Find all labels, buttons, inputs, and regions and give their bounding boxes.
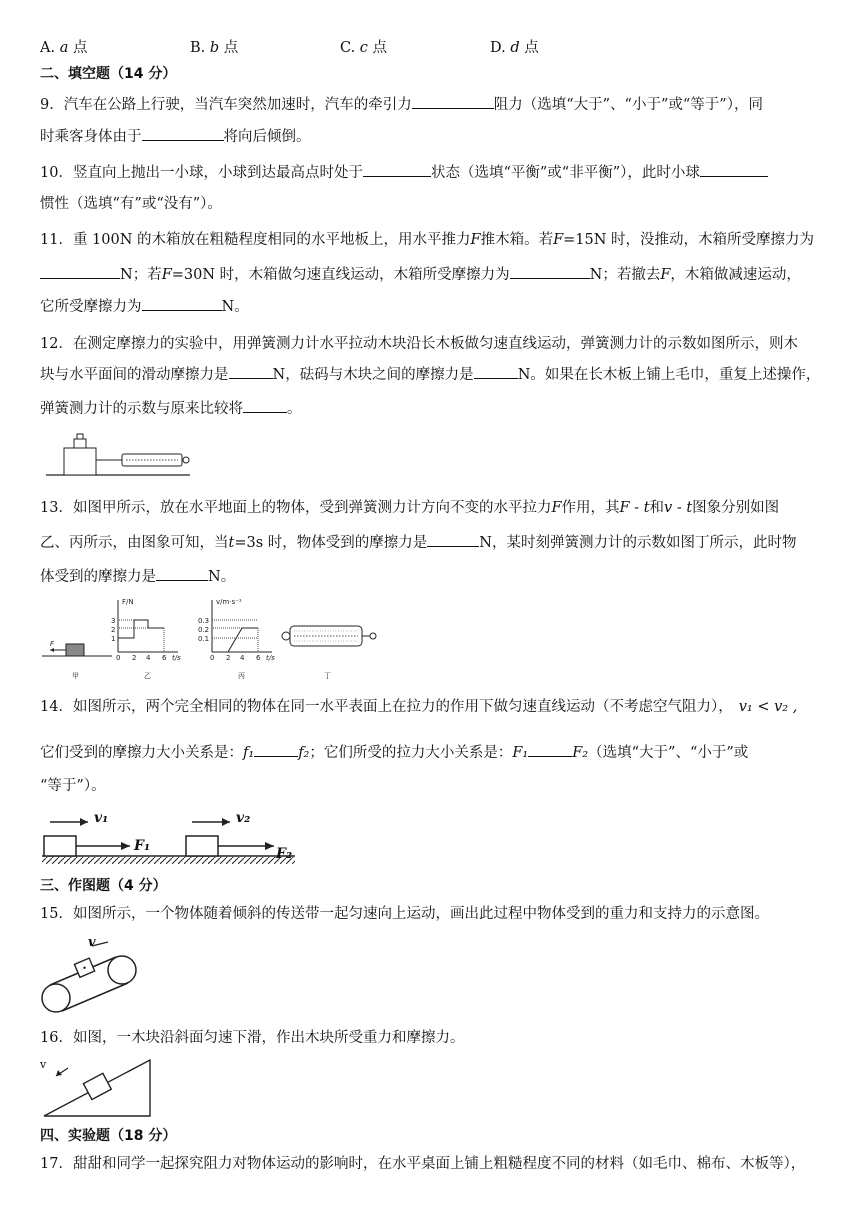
svg-text:2: 2: [111, 626, 116, 634]
block-1: [44, 836, 76, 856]
q12-line3: 弹簧测力计的示数与原来比较将 。: [40, 398, 302, 419]
q11-line3: 它所受摩擦力为 N。: [40, 296, 249, 317]
svg-text:6: 6: [256, 654, 261, 662]
force-label-f2: F₂: [276, 846, 293, 862]
velocity-label-v2: v₂: [236, 810, 251, 826]
svg-text:0.2: 0.2: [198, 626, 210, 634]
wooden-block: [64, 448, 96, 475]
svg-text:t/s: t/s: [266, 654, 275, 662]
option-c: C. c 点: [340, 40, 388, 56]
q13-figures: [38, 594, 378, 684]
axis-label-fn: F/N: [122, 598, 134, 606]
q14-line1: 14．如图所示，两个完全相同的物体在同一水平表面上在拉力的作用下做匀速直线运动（不考虑空气阻力）， v₁ < v₂ ,: [40, 699, 798, 715]
q16-text: 16．如图，一木块沿斜面匀速下滑，作出木块所受重力和摩擦力。: [40, 1030, 465, 1046]
answer-blank[interactable]: [510, 264, 590, 279]
section-heading-fill: 二、填空题（14 分）: [40, 66, 177, 82]
q11-line2: N；若F=30N 时，木箱做匀速直线运动，木箱所受摩擦力为 N；若撤去F，木箱做减速运动，: [40, 264, 801, 285]
q12-line2: 块与水平面间的滑动摩擦力是 N，砝码与木块之间的摩擦力是 N。如果在长木板上铺上毛巾，重复上述操作，: [40, 364, 820, 385]
velocity-condition: v₁ < v₂ ,: [738, 699, 798, 715]
q13-line3: 体受到的摩擦力是 N。: [40, 566, 235, 587]
answer-blank[interactable]: [474, 364, 518, 379]
answer-blank[interactable]: [254, 742, 298, 757]
q14-figure: [40, 804, 302, 866]
q9-line2: 时乘客身体由于 将向后倾倒。: [40, 126, 311, 147]
figure-bing: [198, 598, 275, 680]
answer-blank[interactable]: [40, 264, 120, 279]
spring-scale: [122, 454, 182, 466]
svg-text:2: 2: [226, 654, 231, 662]
svg-text:0.3: 0.3: [198, 617, 210, 625]
option-b: B. b 点: [190, 40, 239, 56]
q14-line3: “等于”）。: [40, 778, 106, 794]
fig-label-bing: 丙: [238, 672, 245, 680]
velocity-label: v: [88, 935, 96, 950]
q12-figure: [40, 428, 200, 480]
force-label: F: [50, 640, 55, 648]
svg-text:1: 1: [111, 635, 116, 643]
section-heading-experiment: 四、实验题（18 分）: [40, 1128, 177, 1144]
fig-label-ding: 丁: [324, 672, 331, 680]
answer-blank[interactable]: [528, 742, 572, 757]
answer-blank[interactable]: [156, 566, 208, 581]
answer-blank[interactable]: [229, 364, 273, 379]
svg-text:3: 3: [111, 617, 116, 625]
q10-line2: 惯性（选填“有”或“没有”）。: [40, 196, 222, 212]
weight: [74, 439, 86, 448]
q17-text: 17．甜甜和同学一起探究阻力对物体运动的影响时，在水平桌面上铺上粗糙程度不同的材料（如毛巾、棉布、木板等），: [40, 1156, 806, 1172]
answer-blank[interactable]: [700, 162, 768, 177]
svg-text:0.1: 0.1: [198, 635, 210, 643]
figure-yi: [111, 598, 181, 680]
svg-text:4: 4: [146, 654, 151, 662]
block-2: [186, 836, 218, 856]
svg-text:4: 4: [240, 654, 245, 662]
svg-text:t/s: t/s: [172, 654, 181, 662]
axis-label-v: v/m·s⁻¹: [216, 598, 242, 606]
answer-blank[interactable]: [243, 398, 287, 413]
force-label-f1: F₁: [134, 838, 151, 854]
q9-line1: 9．汽车在公路上行驶，当汽车突然加速时，汽车的牵引力 阻力（选填“大于”、“小于”或“等于”），同: [40, 94, 763, 115]
figure-jia: [42, 640, 112, 680]
fig-label-yi: 乙: [144, 672, 151, 680]
option-d: D. d 点: [490, 40, 539, 56]
q16-incline-figure: [38, 1056, 158, 1120]
svg-text:0: 0: [116, 654, 121, 662]
svg-text:2: 2: [132, 654, 137, 662]
answer-blank[interactable]: [142, 296, 222, 311]
velocity-label: v: [40, 1058, 47, 1071]
fig-label-jia: 甲: [72, 672, 79, 680]
answer-blank[interactable]: [363, 162, 431, 177]
q13-line2: 乙、丙所示，由图象可知，当t=3s 时，物体受到的摩擦力是 N，某时刻弹簧测力计的示数如图丁所示，此时物: [40, 532, 796, 553]
q11-line1: 11．重 100N 的木箱放在粗糙程度相同的水平地板上，用水平推力F推木箱。若F=15N 时，没推动，木箱所受摩擦力为: [40, 232, 815, 248]
figure-ding: [282, 626, 376, 680]
q13-line1: 13．如图甲所示，放在水平地面上的物体，受到弹簧测力计方向不变的水平拉力F作用，其F - t和v - t图象分别如图: [40, 500, 780, 516]
q14-line2: 它们受到的摩擦力大小关系是：f₁ f₂；它们所受的拉力大小关系是：F₁ F₂（选填“大于”、“小于”或: [40, 742, 748, 763]
answer-blank[interactable]: [142, 126, 224, 141]
velocity-label-v1: v₁: [94, 810, 109, 826]
svg-text:6: 6: [162, 654, 167, 662]
q12-line1: 12．在测定摩擦力的实验中，用弹簧测力计水平拉动木块沿长木板做匀速直线运动，弹簧测力计的示数如图所示，则木: [40, 336, 798, 352]
q15-conveyor-figure: [38, 932, 142, 1016]
q15-text: 15．如图所示，一个物体随着倾斜的传送带一起匀速向上运动，画出此过程中物体受到的重力和支持力的示意图。: [40, 906, 769, 922]
section-heading-drawing: 三、作图题（4 分）: [40, 878, 167, 894]
answer-blank[interactable]: [427, 532, 479, 547]
option-a: A. a 点: [40, 40, 88, 56]
svg-text:0: 0: [210, 654, 215, 662]
answer-blank[interactable]: [412, 94, 494, 109]
q10-line1: 10．竖直向上抛出一小球，小球到达最高点时处于 状态（选填“平衡”或“非平衡”），此时小球: [40, 162, 768, 183]
